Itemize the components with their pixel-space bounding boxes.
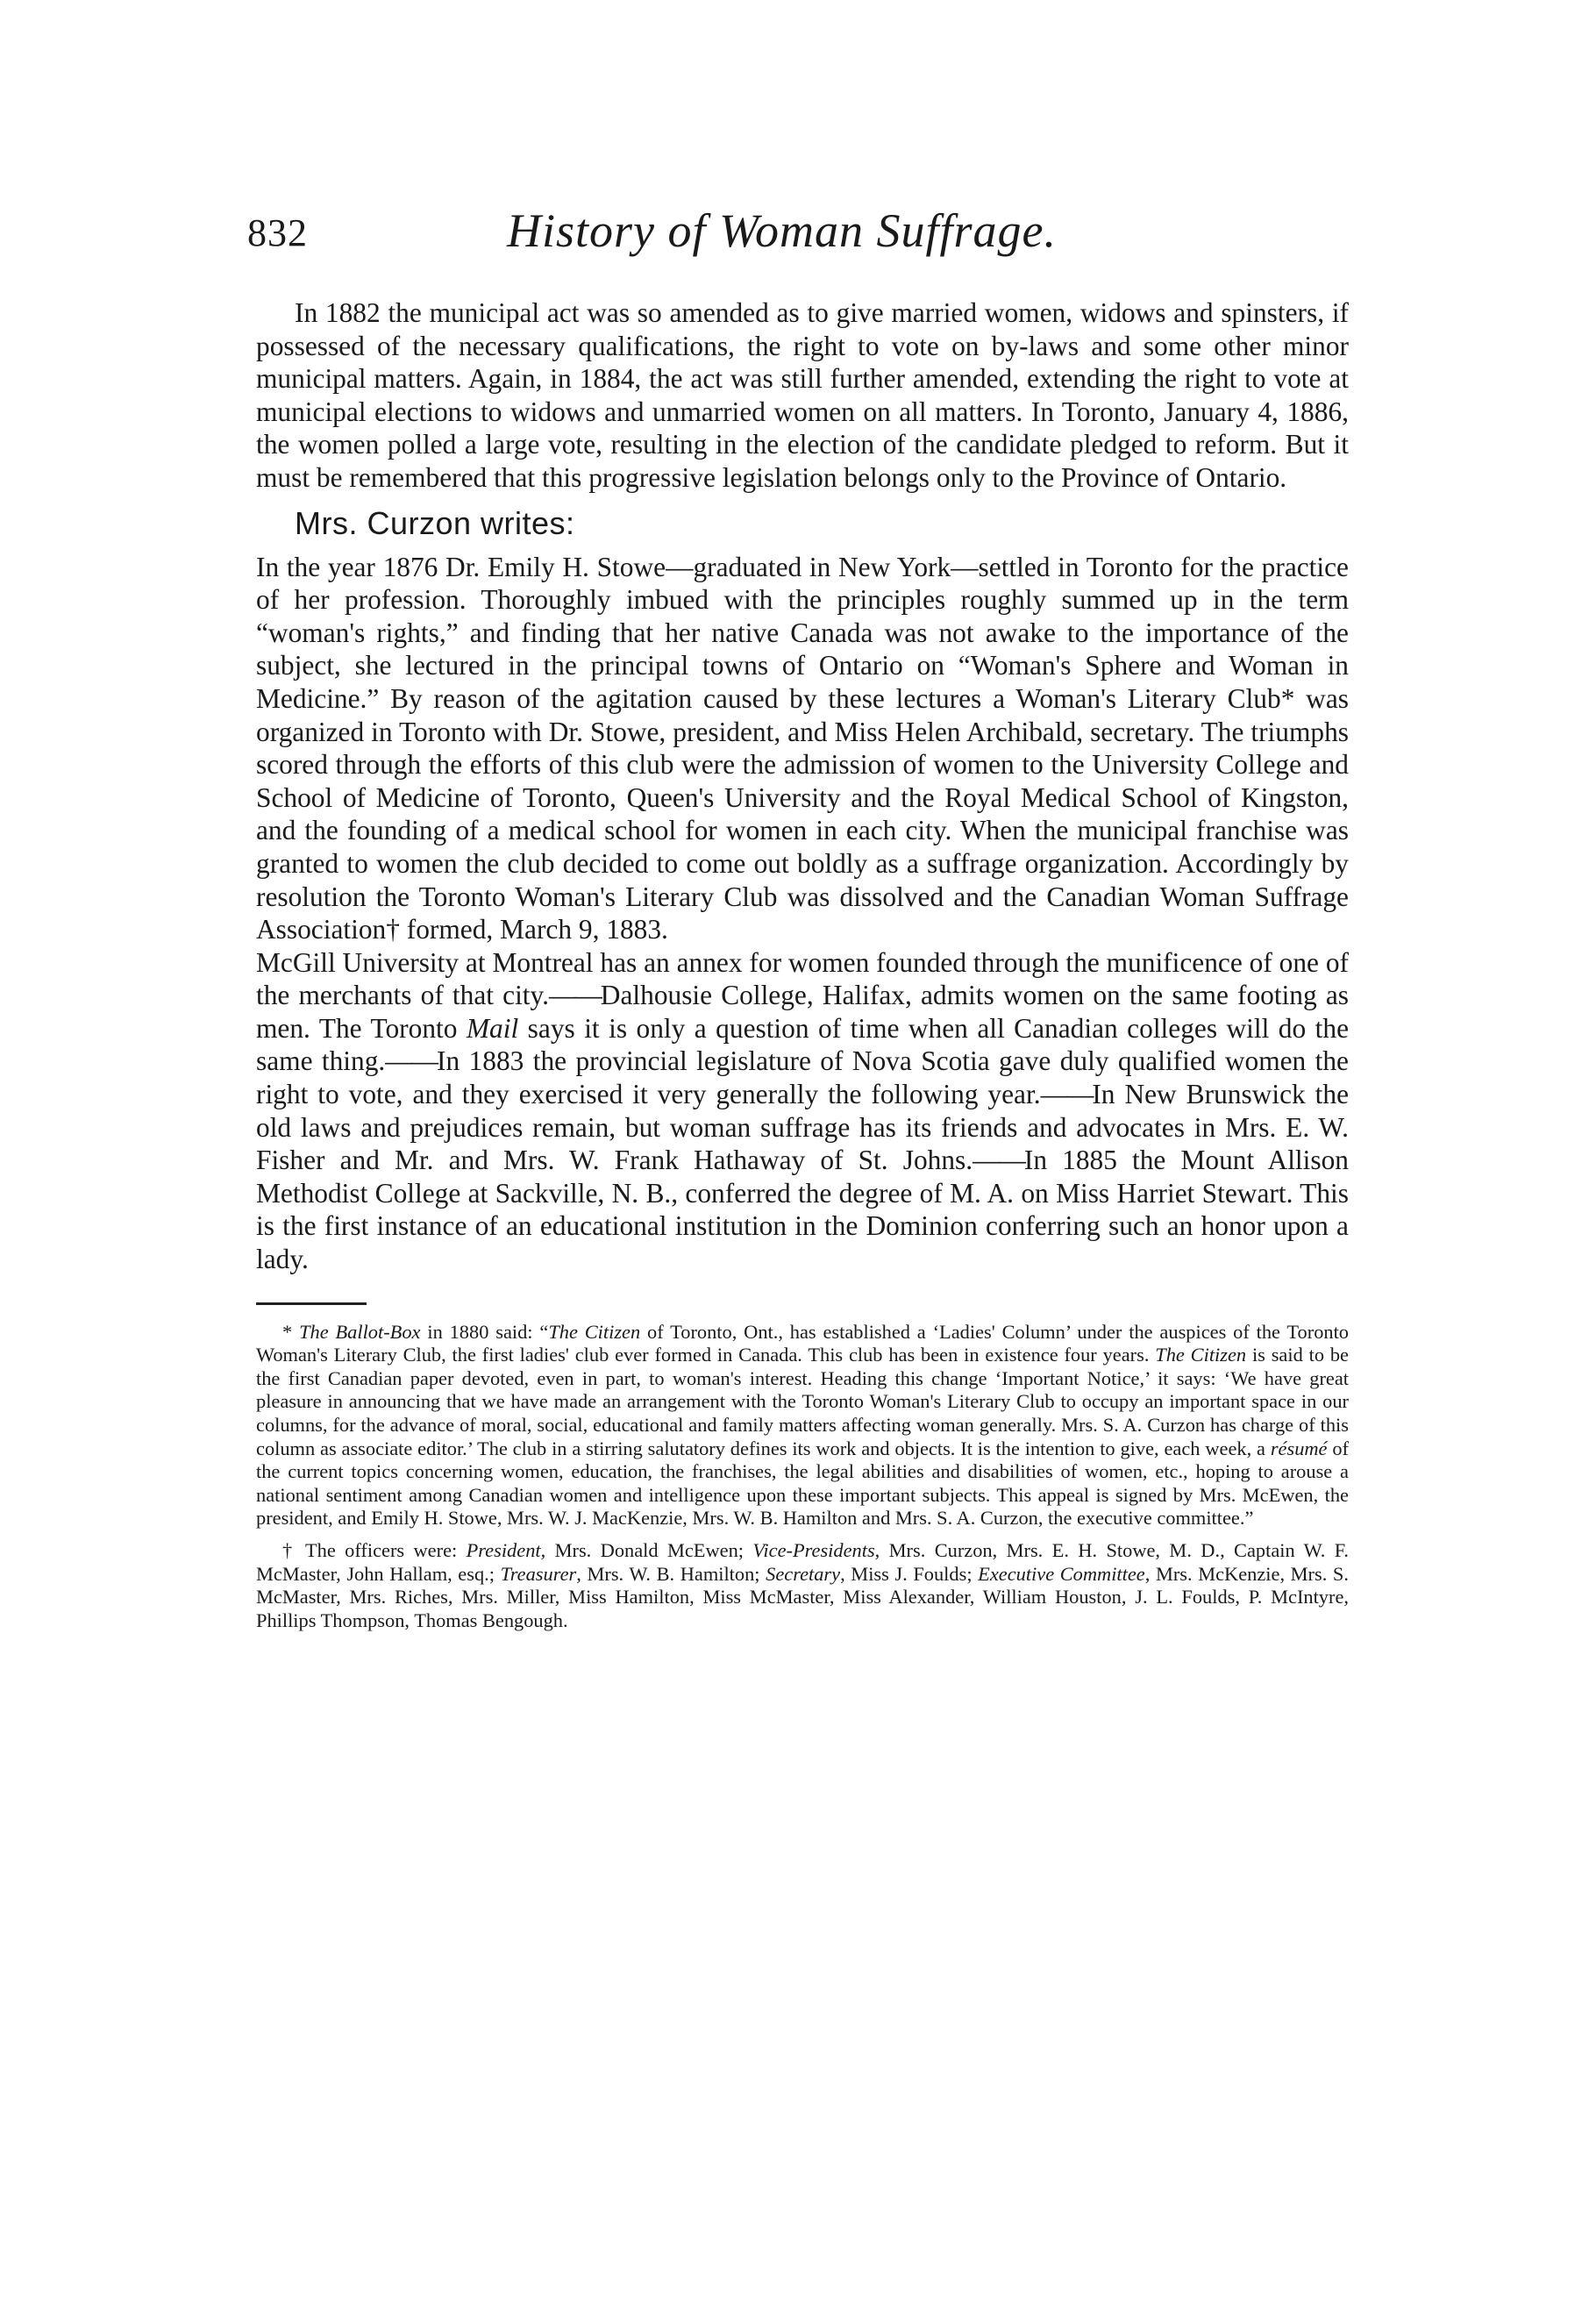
- colleges-text-5: In New Brunswick the old laws and prejudices remain, but woman suffrage has its friends and advocates in Mrs. E. W. Fisher and Mr. and Mrs. W. Frank Hathaway of St. Johns.: [256, 1079, 1349, 1176]
- footnote-divider: [256, 1302, 367, 1305]
- officer-title: Vice-Presidents: [752, 1538, 875, 1561]
- em-dash: ——: [385, 1045, 438, 1077]
- page-number: 832: [247, 211, 308, 254]
- publication-name: The Citizen: [548, 1320, 641, 1343]
- page-header: [247, 203, 1352, 282]
- footnote-text: of Toronto, Ont., has established a ‘Ladies' Column’ under the auspices of the Toronto Woman's Literary Club, the first ladies' club ever formed in Canada. This club has been in existence four years.: [256, 1320, 1349, 1366]
- footnote-text: of the current topics concerning women, education, the franchises, the legal abilities and disabilities of women, etc., hoping to arouse a national sentiment among Canadian women and intelligence upon these important subjects. This appeal is signed by Mrs. McEwen, the president, and Emily H. Stowe, Mrs. W. J. MacKenzie, Mrs. W. B. Hamilton and Mrs. S. A. Curzon, the executive committee.”: [256, 1437, 1350, 1530]
- footnote-text: , Mrs. Curzon, Mrs. E. H. Stowe, M. D., Captain W. F. McMaster, John Hallam, esq.;: [256, 1538, 1349, 1585]
- publication-name: The Citizen: [1155, 1344, 1247, 1366]
- publication-name: The Ballot-Box: [299, 1320, 421, 1343]
- quote-introduction: Mrs. Curzon writes:: [295, 504, 575, 541]
- footnote-text: , Miss J. Foulds;: [840, 1562, 979, 1585]
- officer-title: President: [466, 1538, 541, 1561]
- officer-title: Executive Committee: [978, 1562, 1145, 1585]
- stowe-text-b: was organized in Toronto with Dr. Stowe, president, and Miss Helen Archibald, secretary. The triumphs scored through the efforts of this club were the admission of women to the University College and School of Medicine of Toronto, Queen's University and the Royal Medical School of Kingston, and the founding of a medical school for women in each city. When the municipal franchise was granted to women the club decided to come out boldly as a suffrage organization. Accordingly by resolution the Toronto Woman's Literary Club was dissolved and the Canadian Woman Suffrage Association: [256, 682, 1350, 945]
- footnote-ballot-box: [256, 1321, 1349, 1530]
- page-body: [256, 296, 1349, 1632]
- colleges-text-4: In 1883 the provincial legislature of Nova Scotia gave duly qualified women the right to vote, and they exercised it very generally the following year.: [256, 1045, 1349, 1110]
- footnote-text: is said to be the first Canadian paper devoted, even in part, to woman's interest. Heading this change ‘Important Notice,’ it says: ‘We have great pleasure in announcing that we have made an arrangement with the Toronto Woman's Literary Club to occupy an important space in our columns, for the advance of moral, social, educational and family matters affecting woman generally. Mrs. S. A. Curzon has charge of this column as associate editor.’ The club in a stirring salutatory defines its work and objects. It is the intention to give, each week, a: [256, 1344, 1349, 1459]
- footnote-text: , Mrs. Donald McEwen;: [540, 1538, 753, 1561]
- paragraph-colleges: [256, 946, 1349, 1276]
- colleges-text-1: McGill University at Montreal has an annex for women founded through the munificence of one of the merchants of that city.: [256, 946, 1349, 1011]
- footnote-ref-dagger: †: [386, 914, 400, 945]
- officer-title: Treasurer: [500, 1562, 577, 1585]
- running-title: History of Woman Suffrage.: [507, 204, 1058, 257]
- officer-title: Secretary: [766, 1562, 841, 1585]
- footnote-ref-star: *: [1280, 682, 1295, 714]
- paragraph-municipal-act: In 1882 the municipal act was so amended as to give married women, widows and spinsters, if possessed of the necessary qualifications, the right to vote on by-laws and some other minor municipal matters. Again, in 1884, the act was still further amended, extending the right to vote at municipal elections to widows and unmarried women on all matters. In Toronto, January 4, 1886, the women polled a large vote, resulting in the election of the candidate pledged to reform. But it must be remembered that this progressive legislation belongs only to the Province of Ontario.: [256, 297, 1349, 493]
- em-dash: ——: [1040, 1079, 1093, 1110]
- stowe-text-a: In the year 1876 Dr. Emily H. Stowe—graduated in New York—settled in Toronto for the practice of her profession. Thoroughly imbued with the principles roughly summed up in the term “woman's rights,” and finding that her native Canada was not awake to the importance of the subject, she lectured in the principal towns of Ontario on “Woman's Sphere and Woman in Medicine.” By reason of the agitation caused by these lectures a Woman's Literary Club: [256, 551, 1349, 714]
- paragraph-stowe: [256, 551, 1349, 946]
- footnote-mark: *: [282, 1320, 293, 1343]
- colleges-text-3: says it is only a question of time when all Canadian colleges will do the same thing.: [256, 1012, 1349, 1077]
- footnote-text: , Mrs. McKenzie, Mrs. S. McMaster, Mrs. Riches, Mrs. Miller, Miss Hamilton, Miss McMaster, Miss Alexander, William Houston, J. L. Foulds, P. McIntyre, Phillips Thompson, Thomas Bengough.: [256, 1562, 1349, 1631]
- em-dash: ——: [549, 980, 601, 1011]
- colleges-text-6: In 1885 the Mount Allison Methodist College at Sackville, N. B., conferred the degree of M. A. on Miss Harriet Stewart. This is the first instance of an educational institution in the Dominion conferring such an honor upon a lady.: [256, 1145, 1349, 1275]
- colleges-text-2: Dalhousie College, Halifax, admits women on the same footing as men. The Toronto: [256, 980, 1349, 1044]
- em-dash: ——: [973, 1145, 1024, 1176]
- footnote-officers: [256, 1539, 1349, 1632]
- footnote-text: , Mrs. W. B. Hamilton;: [576, 1562, 766, 1585]
- footnote-text: The officers were:: [296, 1538, 467, 1561]
- newspaper-name-mail: Mail: [466, 1012, 519, 1044]
- footnote-mark: †: [282, 1538, 296, 1561]
- stowe-text-c: formed, March 9, 1883.: [399, 914, 668, 945]
- resume-word: résumé: [1270, 1437, 1328, 1459]
- footnote-text: in 1880 said: “: [420, 1320, 549, 1343]
